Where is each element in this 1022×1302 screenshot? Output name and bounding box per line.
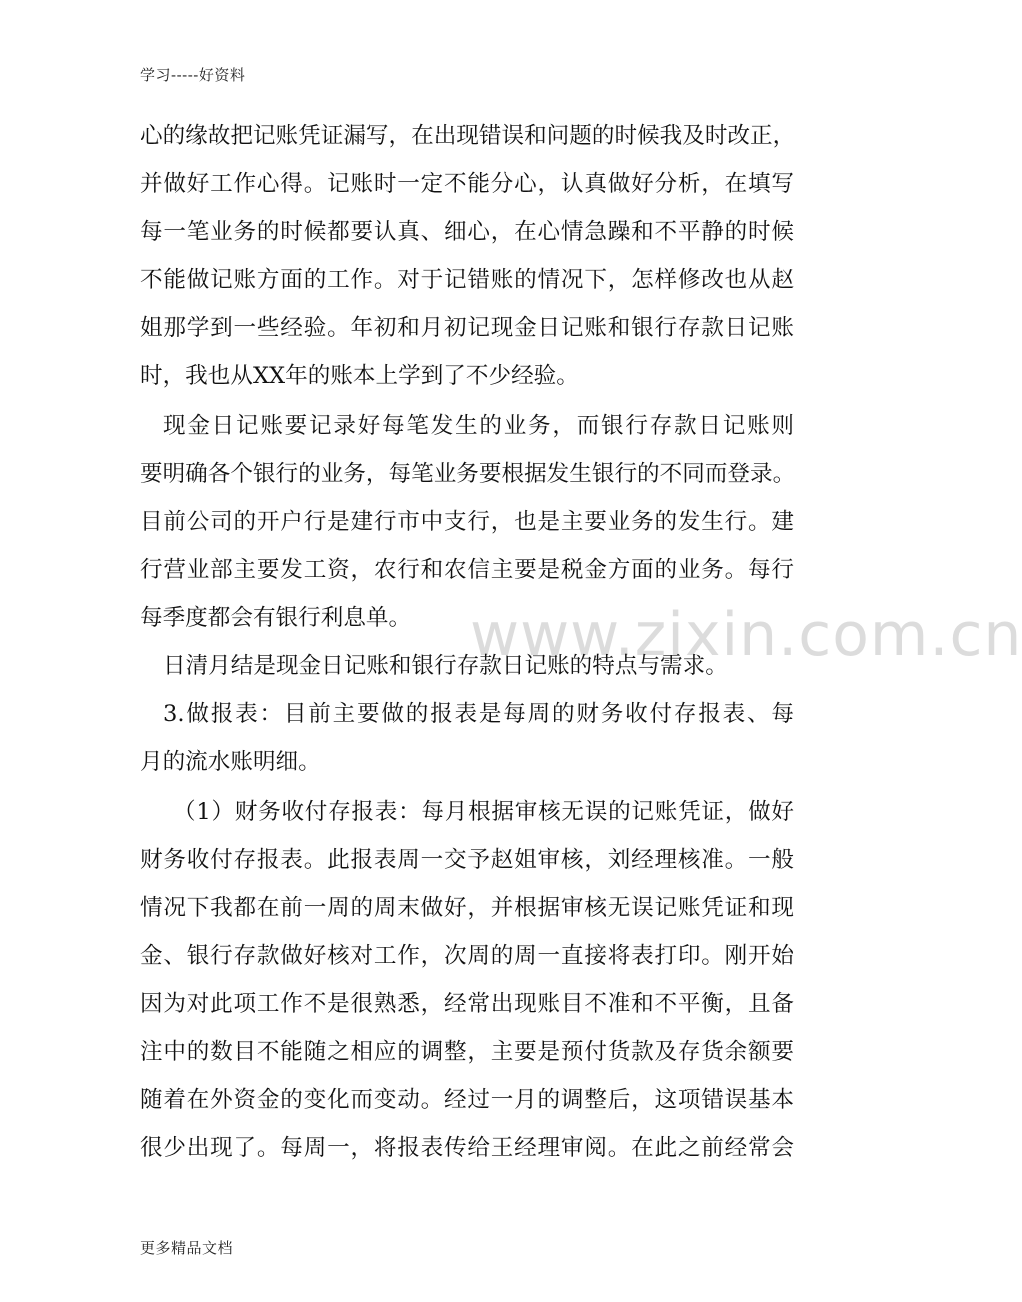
text-line: 日清月结是现金日记账和银行存款日记账的特点与需求。 [163,653,728,679]
text-line: 目前公司的开户行是建行市中支行，也是主要业务的发生行。建 [140,509,794,535]
text-line: 随着在外资金的变化而变动。经过一月的调整后，这项错误基本 [140,1087,794,1113]
document-body [140,112,794,1172]
watermark: www.zixin.com.cn [470,600,1022,670]
text-line: 姐那学到一些经验。年初和月初记现金日记账和银行存款日记账 [140,315,794,341]
text-line: 要明确各个银行的业务，每笔业务要根据发生银行的不同而登录。 [140,461,796,487]
page-footer: 更多精品文档 [140,1239,234,1257]
text-line: 时，我也从XX年的账本上学到了不少经验。 [140,363,579,389]
text-line: 现金日记账要记录好每笔发生的业务，而银行存款日记账则 [163,413,794,439]
text-line: 每季度都会有银行利息单。 [140,605,412,631]
text-line: 并做好工作心得。记账时一定不能分心，认真做好分析，在填写 [140,171,794,197]
text-line: 月的流水账明细。 [140,749,321,775]
text-line: 每一笔业务的时候都要认真、细心，在心情急躁和不平静的时候 [140,219,794,245]
text-line: 行营业部主要发工资，农行和农信主要是税金方面的业务。每行 [140,557,794,583]
text-line: 很少出现了。每周一，将报表传给王经理审阅。在此之前经常会 [140,1135,794,1161]
text-line: 财务收付存报表。此报表周一交予赵姐审核，刘经理核准。一般 [140,847,794,873]
text-line: 注中的数目不能随之相应的调整，主要是预付货款及存货余额要 [140,1039,794,1065]
text-line: 情况下我都在前一周的周末做好，并根据审核无误记账凭证和现 [140,895,794,921]
text-line: 因为对此项工作不是很熟悉，经常出现账目不准和不平衡，且备 [140,991,794,1017]
text-line: 心的缘故把记账凭证漏写，在出现错误和问题的时候我及时改正， [140,123,796,149]
text-line: 不能做记账方面的工作。对于记错账的情况下，怎样修改也从赵 [140,267,794,293]
text-line: 3.做报表：目前主要做的报表是每周的财务收付存报表、每 [163,701,794,727]
text-line: 金、银行存款做好核对工作，次周的周一直接将表打印。刚开始 [140,943,794,969]
page-header: 学习-----好资料 [140,66,246,84]
text-line: （1）财务收付存报表：每月根据审核无误的记账凭证，做好 [173,799,794,825]
